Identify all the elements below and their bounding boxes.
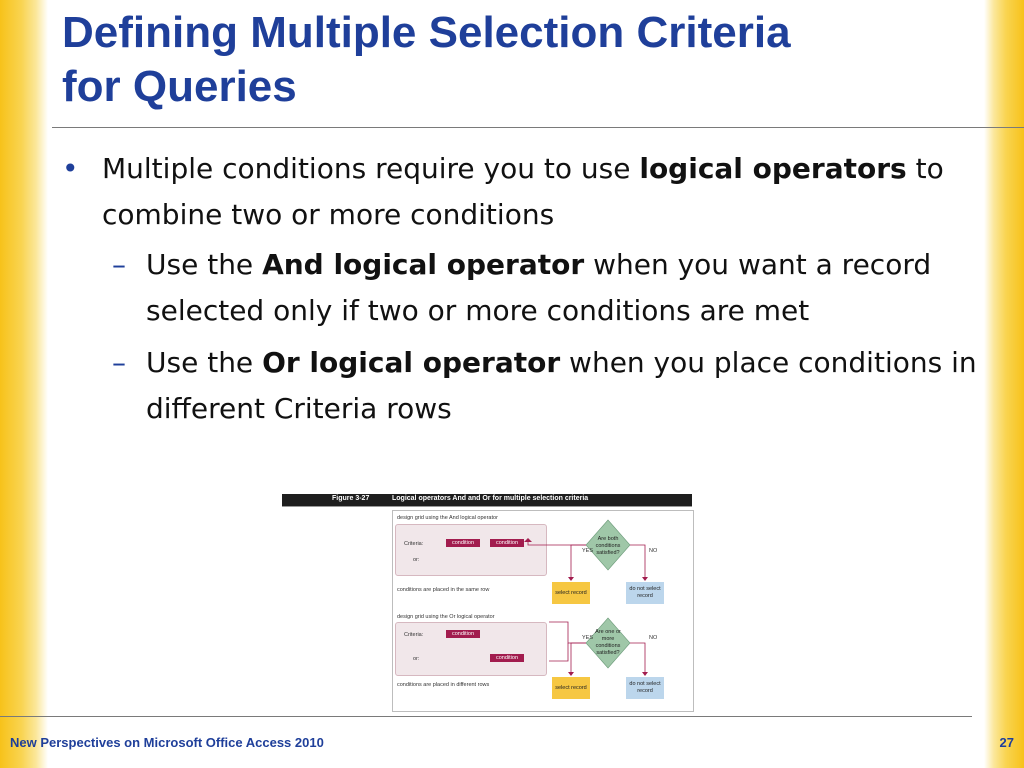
and-heading: design grid using the And logical operator (397, 515, 498, 521)
figure-number: Figure 3-27 (332, 495, 370, 502)
or-yes-arrowhead (568, 672, 574, 676)
bullet-text: Multiple conditions require you to use (102, 152, 640, 185)
sub-bullet-or (62, 340, 982, 432)
and-yes-arrowhead (568, 577, 574, 581)
figure-caption: Logical operators And and Or for multiple selection criteria (392, 495, 589, 502)
or-arrow-to-grid (549, 622, 586, 643)
condition-tag: condition (446, 630, 480, 638)
or-no-line (630, 643, 645, 674)
footer-text: New Perspectives on Microsoft Office Access 2010 (10, 735, 324, 750)
or-design-grid (395, 622, 547, 676)
sub-bullet-bold: Or logical operator (262, 346, 561, 379)
sub-bullet-text: when you place conditions in different Criteria rows (146, 346, 977, 425)
sub-bullet-text: Use the (146, 248, 263, 281)
or-yes-line (571, 643, 586, 674)
figure-logical-operators (282, 494, 692, 712)
or-note: conditions are placed in different rows (397, 682, 490, 688)
sub-bullet-text: when you want a record selected only if two or more conditions are met (146, 248, 932, 327)
bullet-list (62, 146, 982, 432)
right-edge-decoration (984, 0, 1024, 768)
criteria-label: Criteria: (404, 541, 424, 547)
slide-title (62, 6, 962, 114)
and-no-arrowhead (642, 577, 648, 581)
bullet-text: to combine two or more conditions (102, 152, 944, 231)
and-select-record-box: select record (552, 582, 590, 604)
criteria-label: Criteria: (404, 632, 424, 638)
title-line-1: Defining Multiple Selection Criteria (62, 8, 791, 57)
sub-bullet-text: Use the (146, 346, 263, 379)
or-arrow-to-grid-2 (549, 643, 568, 661)
or-do-not-select-box: do not select record (626, 677, 664, 699)
page-number: 27 (999, 735, 1014, 750)
and-yes-label: YES (582, 548, 594, 554)
left-edge-decoration (0, 0, 48, 768)
bullet-dot-icon: • (62, 152, 79, 185)
condition-tag: condition (446, 539, 480, 547)
title-divider (52, 127, 1024, 128)
sub-bullet-and (62, 242, 982, 334)
and-arrow-to-condition (528, 542, 586, 545)
and-no-line (630, 545, 645, 579)
title-line-2: for Queries (62, 62, 297, 111)
or-label: or: (413, 656, 420, 662)
or-yes-label: YES (582, 635, 594, 641)
or-no-label: NO (649, 635, 658, 641)
or-select-record-box: select record (552, 677, 590, 699)
condition-tag: condition (490, 654, 524, 662)
dash-icon: – (112, 248, 126, 281)
or-decision-text: Are one or more conditions satisfied? (595, 629, 621, 656)
bullet-item (62, 146, 982, 238)
footer-divider (0, 716, 972, 717)
and-do-not-select-box: do not select record (626, 582, 664, 604)
or-label: or: (413, 557, 420, 563)
and-decision-text: Are both conditions satisfied? (595, 535, 621, 556)
or-no-arrowhead (642, 672, 648, 676)
and-no-label: NO (649, 548, 658, 554)
dash-icon: – (112, 346, 126, 379)
and-note: conditions are placed in the same row (397, 587, 490, 593)
figure-body (392, 510, 694, 712)
bullet-bold: logical operators (639, 152, 907, 185)
sub-bullet-bold: And logical operator (262, 248, 585, 281)
condition-tag: condition (490, 539, 524, 547)
or-heading: design grid using the Or logical operator (397, 614, 495, 620)
and-arrowhead (524, 538, 532, 542)
figure-caption-bar (282, 494, 692, 507)
